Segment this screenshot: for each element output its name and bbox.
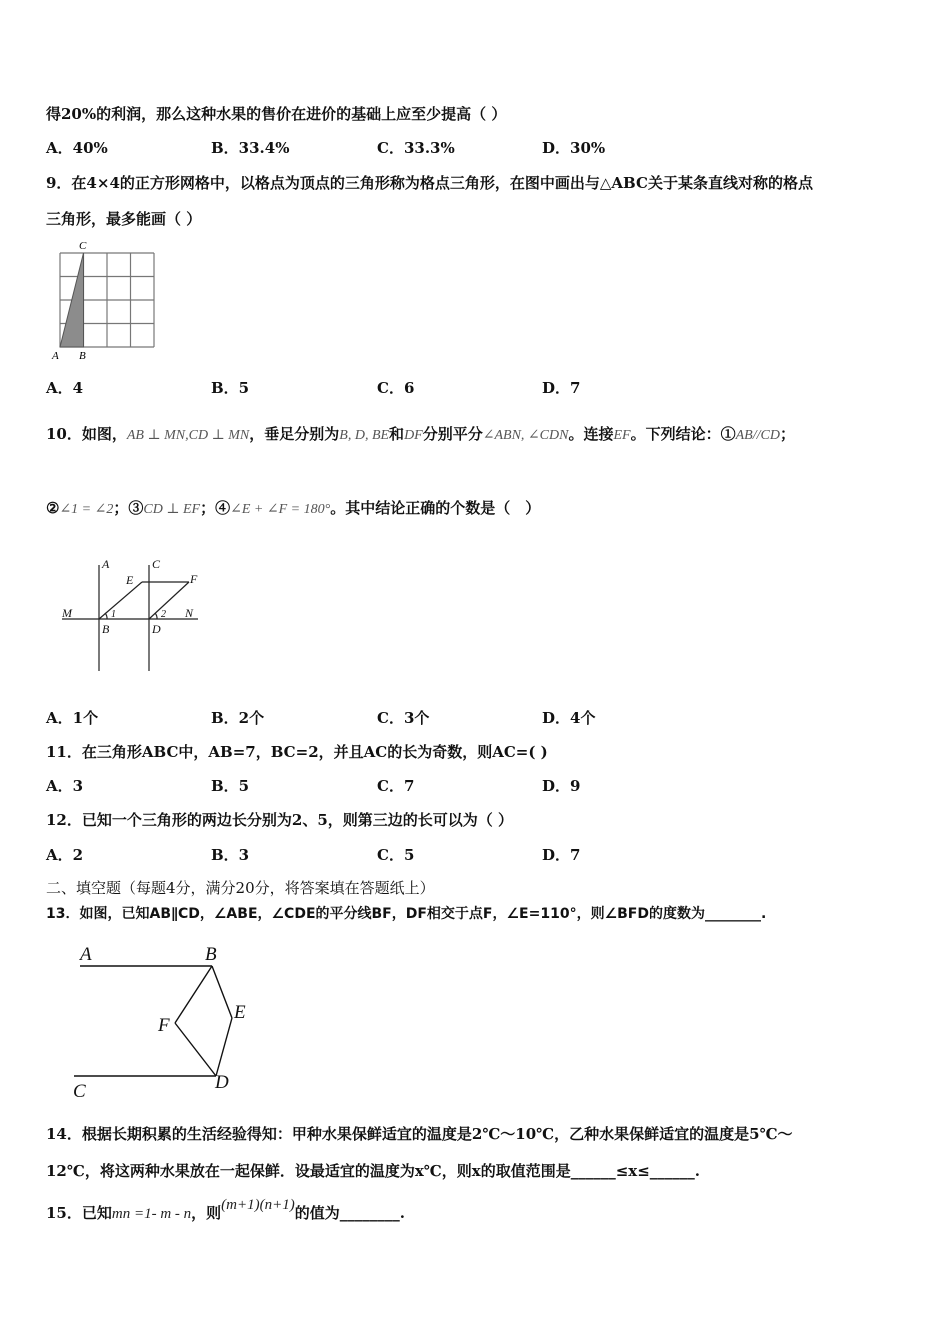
label-d: D [215,1072,229,1093]
q10-text-6: 。下列结论：① [630,425,736,443]
label-c: C [79,240,87,252]
q14-stem-line1: 14．根据长期积累的生活经验得知：甲种水果保鲜适宜的温度是2℃～10℃，乙种水果保鲜适宜的温度是5℃～ [46,1125,793,1143]
q10-math-1: AB ⊥ MN,CD ⊥ MN [126,428,250,443]
q9-option-b: B．5 [211,379,250,397]
line-fd [175,1023,216,1076]
q11-option-c: C．7 [377,777,415,795]
q10-text-7: ； [779,425,795,443]
q8-option-c: C．33.3% [377,139,455,157]
q8-option-d: D．30% [542,139,606,157]
q10-text-11: 。其中结论正确的个数是（ ） [330,499,541,517]
angle-2-arc [155,613,157,619]
q10-stem-line2 [46,497,540,518]
q15-math-1: mn =1- m - n [111,1206,192,1222]
q10-math-2: B, D, BE [339,428,390,443]
label-b: B [205,944,217,965]
q12-option-b: B．3 [211,846,250,864]
q10-math-4: ∠ABN, ∠CDN [482,428,569,443]
line-bf [175,966,212,1023]
q8-continuation: 得20%的利润，那么这种水果的售价在进价的基础上应至少提高（ ） [46,105,507,123]
q10-math-5: EF [613,428,631,443]
q12-stem: 12．已知一个三角形的两边长分别为2、5，则第三边的长可以为（ ） [46,811,513,829]
label-c: C [152,557,161,571]
q10-stem-line1 [46,423,795,444]
q11-option-b: B．5 [211,777,250,795]
q10-math-6: AB//CD [735,428,780,443]
q15-math-2: (m+1)(n+1) [221,1197,295,1213]
q10-option-a: A．1个 [46,709,99,727]
q15-stem [46,1197,405,1223]
label-a: A [102,557,110,571]
line-ed [216,1018,232,1076]
q9-stem-line1: 9．在4×4的正方形网格中，以格点为顶点的三角形称为格点三角形，在图中画出与△ABC关于某条直线对称的格点 [46,174,813,192]
q9-option-a: A．4 [46,379,84,397]
label-b: B [79,350,86,362]
q12-option-a: A．2 [46,846,84,864]
q10-text-4: 分别平分 [422,425,483,443]
q10-option-d: D．4个 [542,709,596,727]
label-n: N [185,606,194,620]
q10-text-10: ；④ [200,499,231,517]
q10-text-3: 和 [389,425,405,443]
q10-option-b: B．2个 [211,709,265,727]
label-b: B [102,622,110,636]
label-f: F [158,1015,170,1036]
label-c: C [73,1081,86,1102]
q11-option-a: A．3 [46,777,84,795]
q10-option-c: C．3个 [377,709,430,727]
q9-option-d: D．7 [542,379,581,397]
q12-option-d: D．7 [542,846,581,864]
q9-grid-figure [48,236,160,362]
label-e: E [234,1002,246,1023]
q10-math-3: DF [404,428,423,443]
q13-figure [70,940,260,1105]
q15-text-3: 的值为________. [294,1204,405,1222]
q8-option-b: B．33.4% [211,139,290,157]
q10-math-9: ∠E + ∠F = 180° [230,502,331,517]
label-a: A [52,350,59,362]
q15-text-2: ，则 [191,1204,222,1222]
angle-1-arc [105,613,107,619]
q11-option-d: D．9 [542,777,581,795]
q10-text-2: ，垂足分别为 [249,425,340,443]
q13-stem: 13．如图，已知AB∥CD，∠ABE，∠CDE的平分线BF，DF相交于点F，∠E=110°，则∠BFD的度数为________. [46,906,767,922]
label-d: D [152,622,161,636]
q12-option-c: C．5 [377,846,415,864]
section-heading: 二、填空题（每题4分，满分20分，将答案填在答题纸上） [46,879,435,897]
q15-text-1: 15．已知 [46,1204,112,1222]
line-be [212,966,232,1018]
label-angle-1: 1 [111,609,116,620]
q14-stem-line2: 12℃，将这两种水果放在一起保鲜．设最适宜的温度为x℃，则x的取值范围是______≤x≤______. [46,1162,701,1180]
q10-figure [56,555,206,675]
q10-text-1: 10．如图， [46,425,127,443]
q10-text-5: 。连接 [568,425,614,443]
label-m: M [62,606,72,620]
label-angle-2: 2 [161,609,166,620]
q11-stem: 11．在三角形ABC中，AB=7，BC=2，并且AC的长为奇数，则AC=( ) [46,743,548,761]
label-a: A [80,944,92,965]
label-f: F [190,572,198,586]
q9-stem-line2: 三角形，最多能画（ ） [46,210,202,228]
q9-option-c: C．6 [377,379,415,397]
q10-text-9: ；③ [113,499,144,517]
q10-math-8: CD ⊥ EF [143,502,201,517]
q10-text-8: ② [46,499,60,517]
q10-math-7: ∠1 = ∠2 [59,502,114,517]
label-e: E [126,573,134,587]
q8-option-a: A．40% [46,139,108,157]
